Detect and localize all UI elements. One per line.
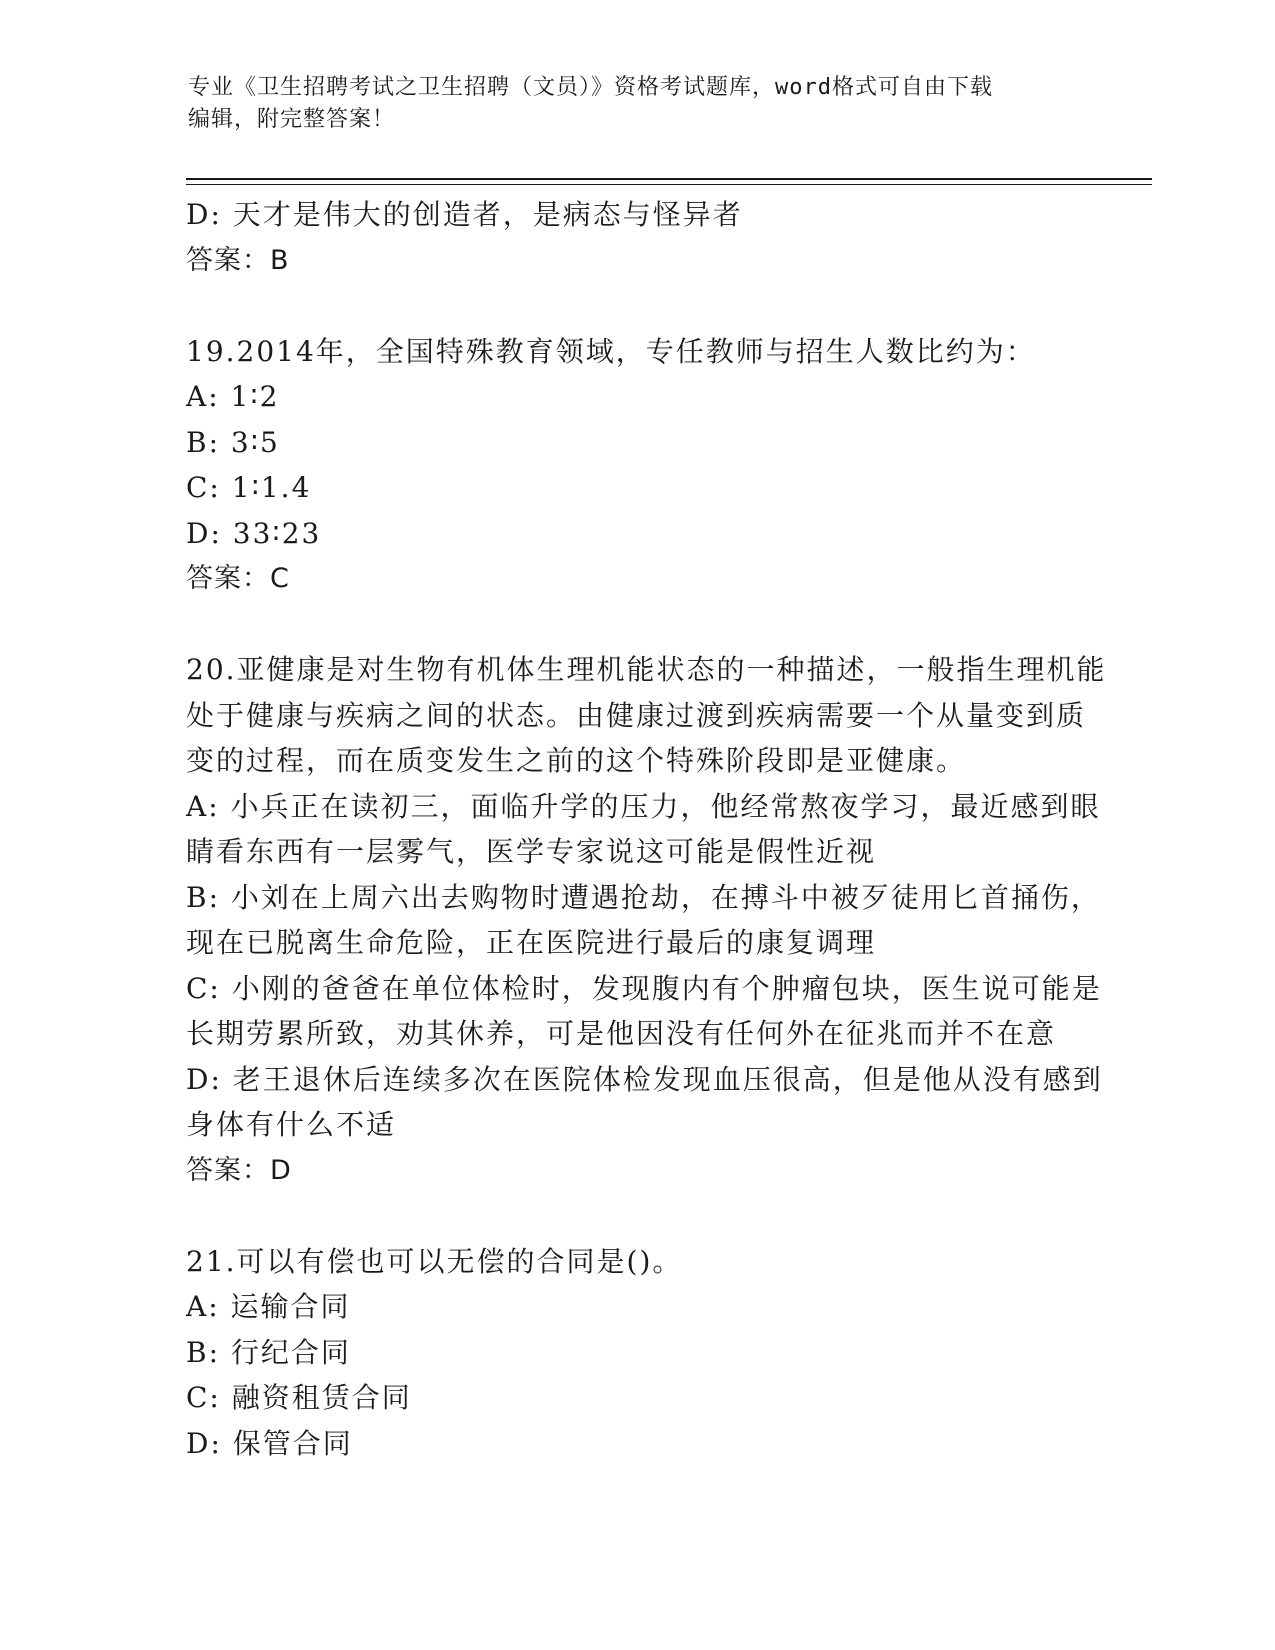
q21-question: 21.可以有偿也可以无偿的合同是()。 xyxy=(186,1244,683,1278)
header-line-2: 编辑，附完整答案！ xyxy=(188,107,396,132)
q20-question-line-3: 变的过程，而在质变发生之前的这个特殊阶段即是亚健康。 xyxy=(186,744,967,777)
q20-question-line-1: 20.亚健康是对生物有机体生理机能状态的一种描述，一般指生理机能 xyxy=(186,653,1107,686)
q19-question: 19.2014年，全国特殊教育领域，专任教师与招生人数比约为： xyxy=(186,334,1036,368)
q19-answer: 答案：C xyxy=(186,563,290,594)
document-header xyxy=(188,72,1088,136)
q21-option-b: B: 行纪合同 xyxy=(186,1335,351,1369)
q19-option-d: D: 33∶23 xyxy=(186,516,322,550)
q21-option-c: C: 融资租赁合同 xyxy=(186,1381,412,1414)
q20-option-c-line-1: C: 小刚的爸爸在单位体检时，发现腹内有个肿瘤包块，医生说可能是 xyxy=(186,971,1102,1005)
header-divider-thick xyxy=(186,178,1152,180)
q18-option-d: D: 天才是伟大的创造者，是病态与怪异者 xyxy=(186,198,743,231)
header-divider-thin xyxy=(186,184,1152,185)
question-content xyxy=(186,192,1107,1466)
spacer xyxy=(186,283,1086,329)
q20-option-a-line-1: A: 小兵正在读初三，面临升学的压力，他经常熬夜学习，最近感到眼 xyxy=(186,789,1101,823)
q19-option-b: B: 3∶5 xyxy=(186,425,280,459)
q21-option-d: D: 保管合同 xyxy=(186,1426,353,1460)
q20-option-d-line-1: D: 老王退休后连续多次在医院体检发现血压很高，但是他从没有感到 xyxy=(186,1062,1103,1096)
q21-option-a: A: 运输合同 xyxy=(186,1290,351,1323)
spacer xyxy=(186,602,1086,648)
header-line-1: 专业《卫生招聘考试之卫生招聘（文员）》资格考试题库，word格式可自由下载 xyxy=(188,75,993,100)
q20-option-a-line-2: 睛看东西有一层雾气，医学专家说这可能是假性近视 xyxy=(186,835,877,868)
q20-option-c-line-2: 长期劳累所致，劝其休养，可是他因没有任何外在征兆而并不在意 xyxy=(186,1017,1057,1050)
q20-answer: 答案：D xyxy=(186,1154,292,1186)
q18-answer: 答案：B xyxy=(186,244,290,276)
q20-option-d-line-2: 身体有什么不适 xyxy=(186,1108,397,1141)
q20-question-line-2: 处于健康与疾病之间的状态。由健康过渡到疾病需要一个从量变到质 xyxy=(186,698,1087,732)
q19-option-c: C: 1∶1.4 xyxy=(186,471,312,504)
q19-option-a: A: 1∶2 xyxy=(186,380,280,413)
spacer xyxy=(186,1193,1086,1239)
q20-option-b-line-1: B: 小刘在上周六出去购物时遭遇抢劫，在搏斗中被歹徒用匕首捅伤， xyxy=(186,880,1101,914)
q20-option-b-line-2: 现在已脱离生命危险，正在医院进行最后的康复调理 xyxy=(186,926,877,959)
